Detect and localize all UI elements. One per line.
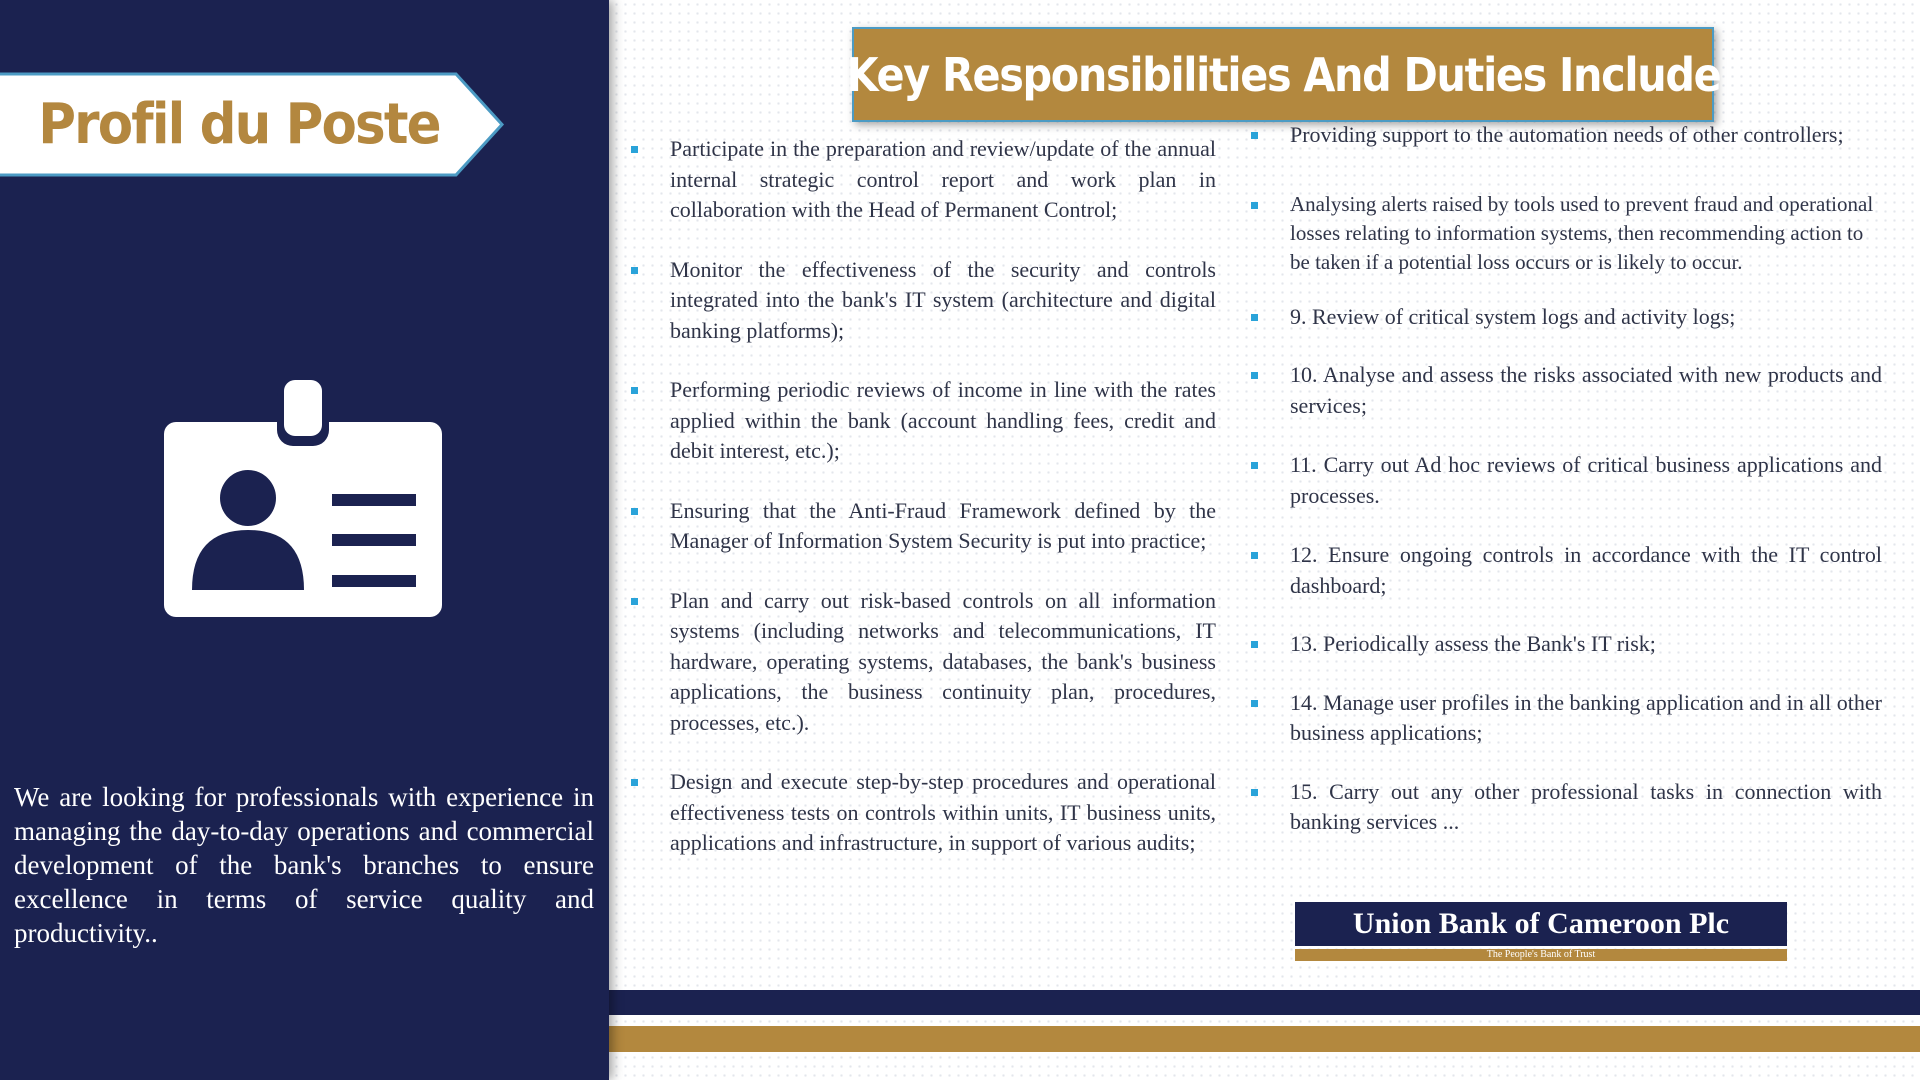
duty-item: 13. Periodically assess the Bank's IT risk; — [1290, 629, 1882, 660]
duty-item: Analysing alerts raised by tools used to prevent fraud and operational losses relating to information systems, then recommending action to be taken if a potential loss occurs or is likely to occur. — [1290, 190, 1882, 277]
job-description: We are looking for professionals with experience in managing the day-to-day operations and commercial development of the bank's branches to ensure excellence in terms of service quality and productivity.. — [14, 782, 594, 948]
duty-item: 12. Ensure ongoing controls in accordance with the IT control dashboard; — [1290, 540, 1882, 601]
section-header — [846, 27, 1720, 122]
duty-item: Ensuring that the Anti-Fraud Framework defined by the Manager of Information System Security is put into practice; — [670, 496, 1216, 557]
duty-item: Monitor the effectiveness of the security and controls integrated into the bank's IT system (architecture and digital banking platforms); — [670, 255, 1216, 347]
duties-list-left — [670, 134, 1216, 888]
duty-item: 15. Carry out any other professional tasks in connection with banking services ... — [1290, 777, 1882, 838]
id-badge-icon — [164, 380, 444, 625]
bank-tagline: The People's Bank of Trust — [1295, 949, 1787, 961]
duty-item: Performing periodic reviews of income in line with the rates applied within the bank (account handling fees, credit and debit interest, etc.); — [670, 375, 1216, 467]
duty-item: Participate in the preparation and review/update of the annual internal strategic control report and work plan in collaboration with the Head of Permanent Control; — [670, 134, 1216, 226]
duty-item: 10. Analyse and assess the risks associated with new products and services; — [1290, 360, 1882, 421]
duty-item: 9. Review of critical system logs and activity logs; — [1290, 302, 1882, 333]
duty-item: Providing support to the automation needs of other controllers; — [1290, 120, 1882, 151]
duty-item: 11. Carry out Ad hoc reviews of critical business applications and processes. — [1290, 450, 1882, 511]
section-title: Key Responsibilities And Duties Include — [846, 47, 1720, 102]
duty-item: Design and execute step-by-step procedures and operational effectiveness tests on controls within units, IT business units, applications and infrastructure, in support of various audits; — [670, 767, 1216, 859]
profile-banner — [0, 72, 505, 177]
footer-stripe-navy — [609, 990, 1920, 1015]
bank-name-suffix: Plc — [1689, 907, 1730, 940]
bank-logo-wordmark — [1295, 902, 1787, 946]
bank-name: Union Bank of Cameroon — [1352, 907, 1682, 940]
footer-stripe-gold — [609, 1026, 1920, 1052]
duties-list-right — [1290, 120, 1882, 838]
duty-item: Plan and carry out risk-based controls on all information systems (including networks and telecommunications, IT hardware, operating systems, databases, the bank's business applications, the business continuity plan, procedures, processes, etc.). — [670, 586, 1216, 739]
banner-title: Profil du Poste — [38, 92, 440, 157]
bank-logo — [1295, 902, 1787, 962]
duty-item: 14. Manage user profiles in the banking application and in all other business applications; — [1290, 688, 1882, 749]
left-panel — [0, 0, 609, 1080]
